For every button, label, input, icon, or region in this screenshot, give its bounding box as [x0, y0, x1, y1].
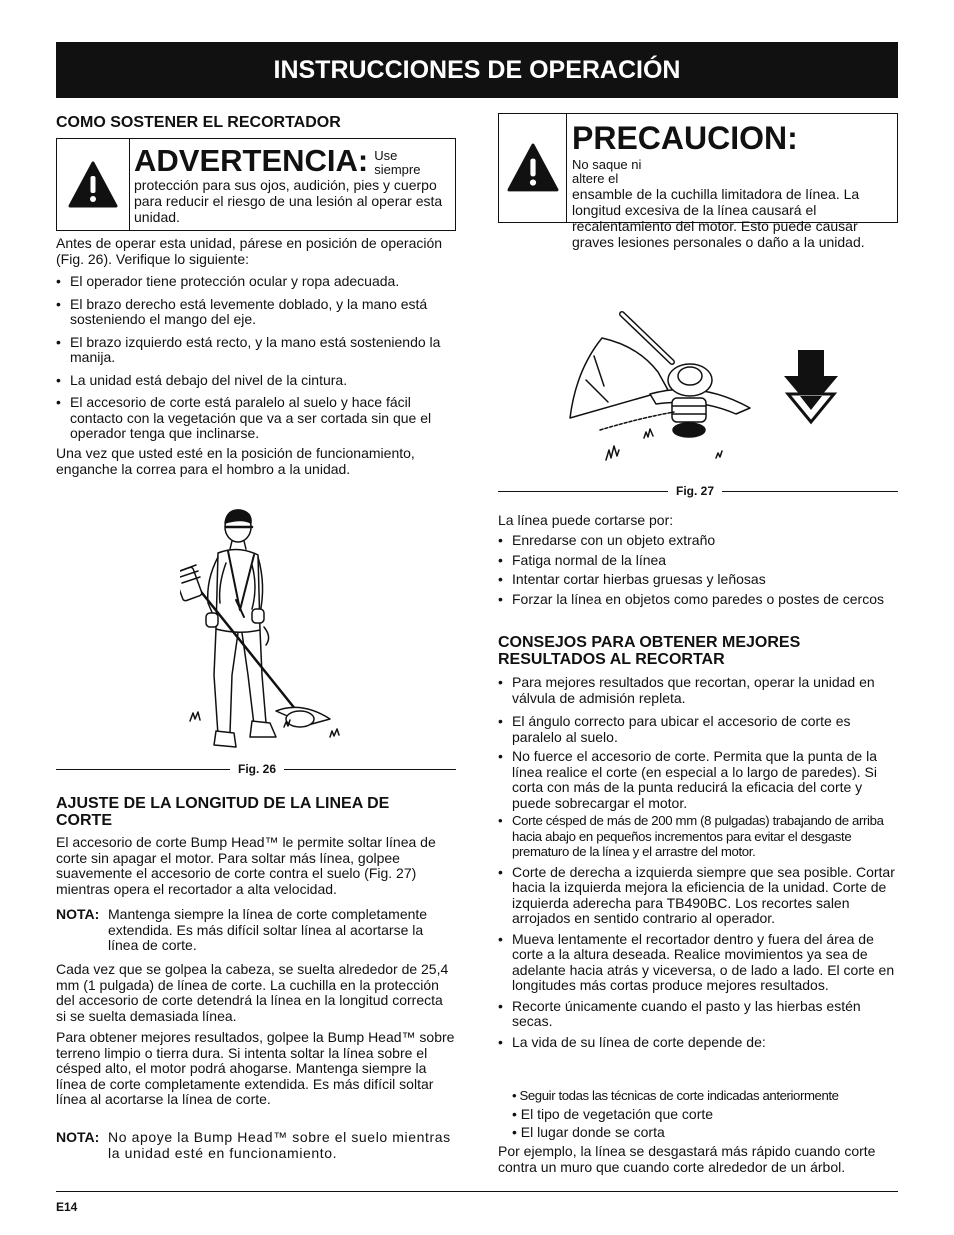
check-list [56, 274, 454, 449]
list-item: • Recorte únicamente cuando el pasto y las hierbas estén secas. [498, 999, 898, 1030]
footer-rule [56, 1191, 898, 1192]
down-arrow-icon [784, 350, 838, 422]
list-item: • El lugar donde se corta [512, 1124, 665, 1140]
caution-box [498, 113, 898, 250]
list-item: • El operador tiene protección ocular y ropa adecuada. [56, 274, 454, 290]
section-heading-tips: CONSEJOS PARA OBTENER MEJORES RESULTADOS AL RECORTAR [498, 634, 801, 668]
note-1-label: NOTA: [56, 906, 100, 922]
after-text: Una vez que usted esté en la posición de funcionamiento, enganche la correa para el hombro a la unidad. [56, 445, 415, 477]
note-1-text: Mantenga siempre la línea de corte completamente extendida. Es más difícil soltar línea al acortarse la línea de corte. [108, 906, 428, 953]
line-release-text: Cada vez que se golpea la cabeza, se suelta alrededor de 25,4 mm (1 pulgada) de línea de corte. La cuchilla en la protección del accesorio de corte detendrá la línea en la longitud correcta si se suelta demasiada línea. [56, 961, 449, 1024]
tips-list [498, 675, 898, 1051]
fig27-label: Fig. 27 [676, 484, 715, 498]
list-item: • Mueva lentamente el recortador dentro y fuera del área de corte a la altura deseada. Realice movimientos ya sea de adelante hacia atrás y viceversa, o de lado a lado. El corte en longitudes más cortas produce mejores resultados. [498, 932, 898, 994]
list-item: • El brazo izquierdo está recto, y la mano está sosteniendo la manija. [56, 335, 454, 366]
bump-head-text: El accesorio de corte Bump Head™ le permite soltar línea de corte sin apagar el motor. Para soltar más línea, golpee suavemente el accesorio de corte contra el suelo (Fig. 27) mientras opera el recortador a alta velocidad. [56, 834, 436, 897]
list-item: • El brazo derecho está levemente doblado, y la mano está sosteniendo el mango del eje. [56, 297, 454, 328]
section-banner: INSTRUCCIONES DE OPERACIÓN [56, 42, 898, 98]
warning-icon [57, 139, 130, 230]
note-2 [56, 1130, 456, 1161]
list-item: • Seguir todas las técnicas de corte indicadas anteriormente [512, 1088, 839, 1103]
closing-text: Por ejemplo, la línea se desgastará más rápido cuando corte contra un muro que cuando corte alrededor de un árbol. [498, 1143, 876, 1175]
note-1 [56, 907, 456, 954]
trimmer-head-illustration [560, 310, 850, 470]
caution-text-a: No saque ni altere el [572, 157, 642, 186]
line-break-list [498, 533, 888, 611]
warning-word: ADVERTENCIA: [134, 143, 369, 178]
operator-illustration [180, 505, 350, 753]
list-item: • Intentar cortar hierbas gruesas y leñosas [498, 572, 888, 588]
caution-text [567, 114, 897, 250]
note-2-label: NOTA: [56, 1129, 100, 1145]
section-heading-holding: COMO SOSTENER EL RECORTADOR [56, 114, 341, 131]
list-item: • Corte césped de más de 200 mm (8 pulgadas) trabajando de arriba hacia abajo en pequeños incrementos para evitar el desgaste prematuro de la línea y el arrastre del motor. [498, 813, 898, 860]
warning-text-b: protección para sus ojos, audición, pies y cuerpo para reducir el riesgo de una lesión al operar esta unidad. [134, 177, 443, 225]
best-results-text: Para obtener mejores resultados, golpee la Bump Head™ sobre terreno limpio o tierra dura. Si intenta soltar la línea sobre el césped alto, el motor podrá ahogarse. Mantenga siempre la línea de corte completamente extendida. Es más difícil soltar línea al acortarse la línea de corte. [56, 1029, 455, 1107]
page-number: E14 [56, 1200, 78, 1214]
fig27-caption [498, 484, 898, 498]
fig26-label: Fig. 26 [238, 762, 277, 776]
fig26-caption [56, 762, 456, 776]
caution-icon [499, 114, 567, 222]
caution-word: PRECAUCION: [572, 120, 798, 156]
list-item: • Para mejores resultados que recortan, operar la unidad en válvula de admisión repleta. [498, 675, 898, 706]
list-item: • No fuerce el accesorio de corte. Permita que la punta de la línea realice el corte (en especial a lo largo de paredes). Si corta con más de la punta reducirá la eficacia del corte y puede sobrecargar el motor. [498, 749, 898, 811]
list-item: • El tipo de vegetación que corte [512, 1106, 714, 1122]
line-break-intro: La línea puede cortarse por: [498, 512, 674, 528]
warning-box [56, 138, 456, 231]
warning-text [130, 139, 455, 230]
caution-text-b: ensamble de la cuchilla limitadora de línea. La longitud excesiva de la línea causará el recalentamiento del motor. Esto puede causar graves lesiones personales o daño a la unidad. [572, 186, 865, 250]
list-item: • Forzar la línea en objetos como paredes o postes de cercos [498, 592, 888, 608]
warning-text-a: Use siempre [374, 148, 421, 177]
list-item: • El accesorio de corte está paralelo al suelo y hace fácil contacto con la vegetación que va a ser cortada sin que el operador tenga que inclinarse. [56, 395, 454, 442]
intro-text: Antes de operar esta unidad, párese en posición de operación (Fig. 26). Verifique lo siguiente: [56, 235, 443, 267]
list-item: • La unidad está debajo del nivel de la cintura. [56, 373, 454, 389]
list-item: • La vida de su línea de corte depende de: [498, 1035, 898, 1051]
section-heading-line-length: AJUSTE DE LA LONGITUD DE LA LINEA DE CORTE [56, 795, 390, 829]
sub-list [512, 1087, 898, 1141]
list-item: • Fatiga normal de la línea [498, 553, 888, 569]
list-item: • Corte de derecha a izquierda siempre que sea posible. Cortar hacia la izquierda mejora la eficiencia de la unidad. Corte de izquierda aderecha para TB490BC. Los recortes salen arrojados en sentido contrario al operador. [498, 865, 898, 927]
list-item: • Enredarse con un objeto extraño [498, 533, 888, 549]
note-2-text: No apoye la Bump Head™ sobre el suelo mientras la unidad esté en funcionamiento. [108, 1129, 451, 1161]
list-item: • El ángulo correcto para ubicar el accesorio de corte es paralelo al suelo. [498, 714, 898, 745]
